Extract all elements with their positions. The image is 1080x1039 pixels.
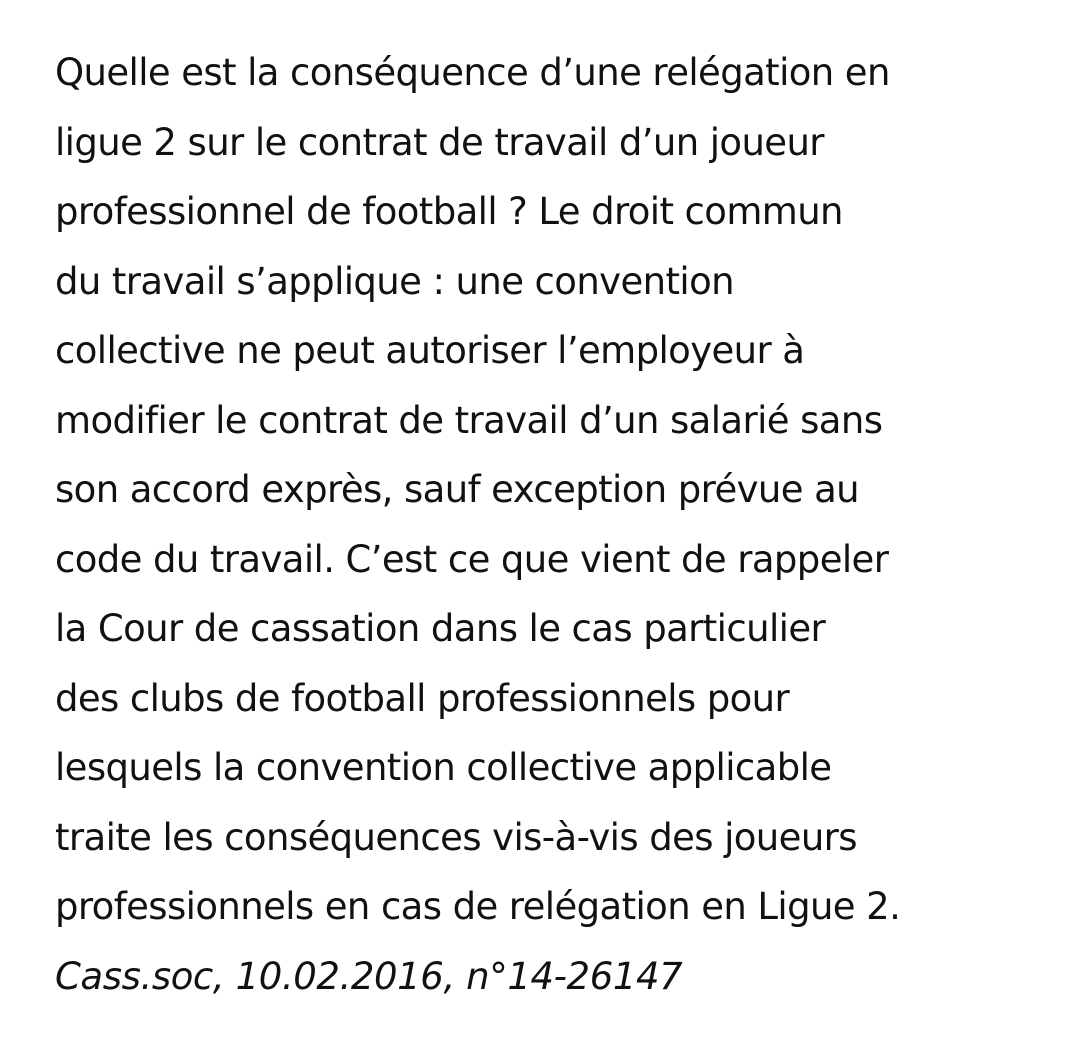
case-citation: Cass.soc, 10.02.2016, n°14-26147 — [55, 954, 683, 998]
paragraph-line: Quelle est la conséquence d’une relégation en — [55, 51, 890, 94]
paragraph-line: collective ne peut autoriser l’employeur à — [55, 329, 805, 372]
paragraph-line: ligue 2 sur le contrat de travail d’un joueur — [55, 120, 824, 164]
main-paragraph — [55, 38, 1055, 942]
paragraph-line: des clubs de football professionnels pour — [55, 676, 790, 720]
paragraph-line: la Cour de cassation dans le cas particulier — [55, 607, 826, 650]
paragraph-line: lesquels la convention collective applicable — [55, 746, 832, 789]
document-body — [55, 38, 1055, 1011]
paragraph-line: son accord exprès, sauf exception prévue au — [55, 468, 860, 511]
paragraph-line: professionnel de football ? Le droit commun — [55, 190, 843, 233]
paragraph-line: professionnels en cas de relégation en Ligue 2. — [55, 885, 901, 928]
paragraph-line: du travail s’applique : une convention — [55, 259, 734, 303]
paragraph-line: modifier le contrat de travail d’un salarié sans — [55, 398, 883, 442]
paragraph-line: traite les conséquences vis-à-vis des joueurs — [55, 815, 857, 859]
paragraph-line: code du travail. C’est ce que vient de rappeler — [55, 537, 889, 581]
